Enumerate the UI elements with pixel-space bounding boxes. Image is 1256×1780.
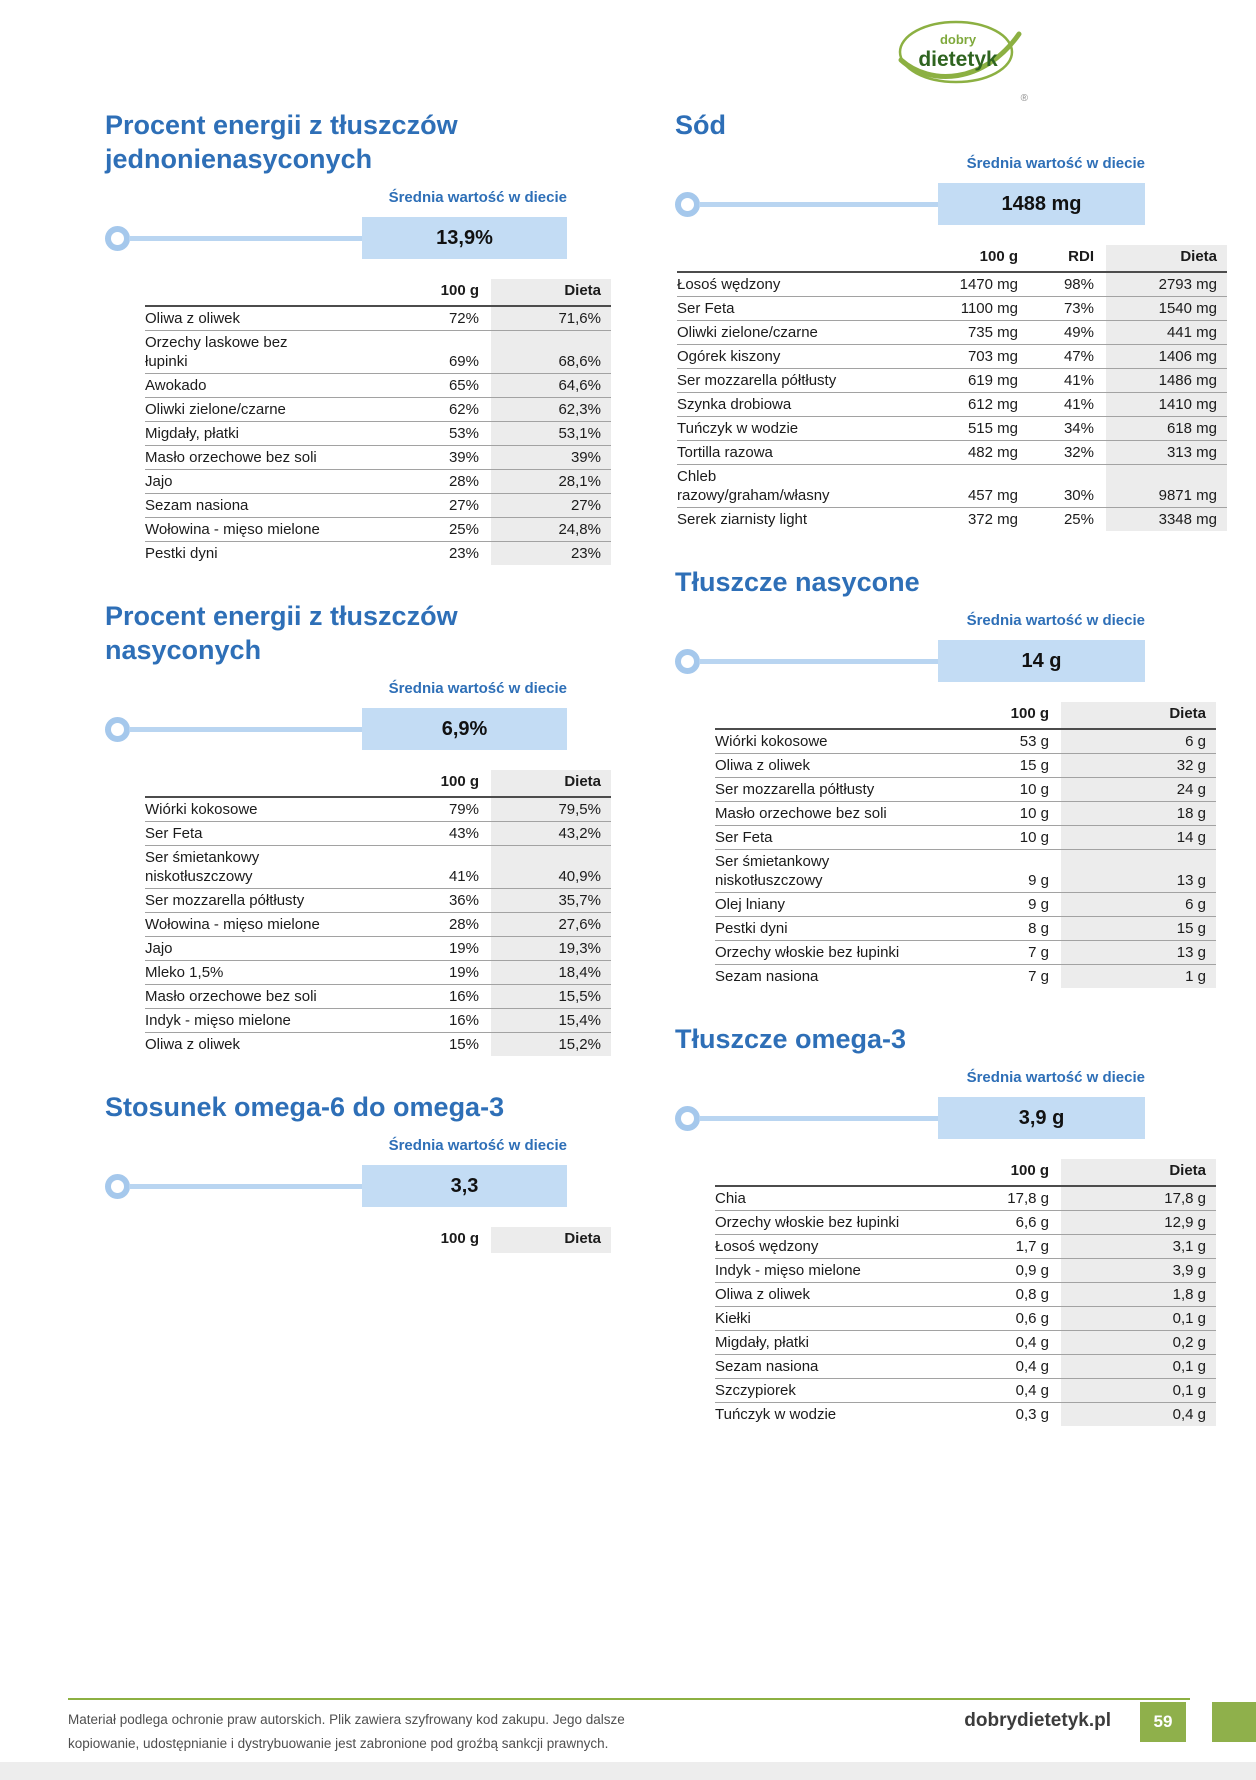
food-name: Tuńczyk w wodzie (677, 417, 863, 441)
section-sodium (675, 108, 1217, 531)
left-column (105, 108, 601, 1253)
avg-label: Średnia wartość w diecie (388, 189, 567, 206)
page-number-badge: 59 (1140, 1702, 1186, 1742)
table-row (677, 297, 1227, 321)
avg-value: 1488 mg (938, 183, 1145, 225)
table-row (677, 321, 1227, 345)
logo-text-dobry: dobry (939, 32, 977, 47)
section-mono-fat-energy (105, 108, 601, 565)
food-name: Tuńczyk w wodzie (715, 1403, 929, 1427)
table-row (145, 889, 611, 913)
food-name: Orzechy włoskie bez łupinki (715, 1211, 929, 1235)
column-header: 100 g (929, 1159, 1061, 1186)
food-name: Masło orzechowe bez soli (145, 446, 337, 470)
value-cell: 0,2 g (1061, 1331, 1216, 1355)
food-name: Serek ziarnisty light (677, 508, 863, 532)
section-title: Tłuszcze omega-3 (675, 1024, 907, 1054)
value-cell: 43,2% (491, 822, 611, 846)
food-name: Chia (715, 1190, 746, 1207)
value-cell: 1470 mg (959, 276, 1018, 293)
bottom-strip (0, 1762, 1256, 1780)
value-cell: 98% (1063, 276, 1094, 293)
value-cell: 39% (337, 446, 491, 470)
value-cell: 1100 mg (863, 297, 1030, 321)
section-title: Procent energii z tłuszczów jednonienasyconych (105, 110, 458, 174)
value-cell: 69% (337, 331, 491, 374)
food-name: Jajo (145, 470, 337, 494)
value-cell: 0,4 g (929, 1379, 1061, 1403)
value-cell: 62% (337, 398, 491, 422)
section-title: Tłuszcze nasycone (675, 567, 920, 597)
food-name: Ser mozzarella półtłusty (715, 778, 929, 802)
value-cell: 703 mg (863, 345, 1030, 369)
value-cell: 14 g (1061, 826, 1216, 850)
food-name: Indyk - mięso mielone (145, 1009, 337, 1033)
value-cell: 27% (337, 494, 491, 518)
table-row (715, 893, 1216, 917)
table-row (677, 417, 1227, 441)
table-row (715, 802, 1216, 826)
table-row (715, 754, 1216, 778)
column-header: Dieta (491, 770, 611, 797)
table-row (677, 441, 1227, 465)
value-cell: 0,8 g (929, 1283, 1061, 1307)
column-header-food (145, 770, 337, 797)
value-cell: 23% (337, 542, 491, 566)
avg-label: Średnia wartość w diecie (388, 1137, 567, 1154)
slider-knob-icon (675, 1106, 700, 1131)
value-cell: 6 g (1061, 893, 1216, 917)
food-name: Migdały, płatki (145, 422, 337, 446)
value-cell: 1540 mg (1106, 297, 1227, 321)
value-cell: 0,6 g (929, 1307, 1061, 1331)
food-name: Wołowina - mięso mielone (145, 518, 337, 542)
avg-label: Średnia wartość w diecie (966, 1069, 1145, 1086)
value-cell: 9 g (929, 850, 1061, 893)
value-cell: 15,4% (491, 1009, 611, 1033)
table-row (715, 826, 1216, 850)
section-omega6-omega3-ratio (105, 1090, 601, 1253)
value-cell: 62,3% (491, 398, 611, 422)
column-header: 100 g (337, 279, 491, 306)
food-name: Oliwa z oliwek (145, 310, 241, 327)
food-name: Wołowina - mięso mielone (145, 913, 337, 937)
food-name: Mleko 1,5% (145, 961, 337, 985)
food-name: Migdały, płatki (715, 1331, 929, 1355)
value-cell: 619 mg (863, 369, 1030, 393)
value-cell: 0,9 g (929, 1259, 1061, 1283)
column-header: Dieta (491, 1227, 611, 1253)
avg-value: 6,9% (362, 708, 567, 750)
table-row (677, 272, 1227, 297)
food-name: Łosoś wędzony (715, 1235, 929, 1259)
table-row (145, 494, 611, 518)
column-header: 100 g (337, 770, 491, 797)
value-cell: 34% (1030, 417, 1106, 441)
logo-ellipse-icon (896, 18, 1024, 96)
value-cell: 41% (337, 846, 491, 889)
food-name: Orzechy laskowe bez łupinki (145, 331, 337, 374)
food-name: Pestki dyni (715, 917, 929, 941)
table-row (677, 508, 1227, 532)
brand-logo (896, 18, 1028, 104)
table-row (145, 306, 611, 331)
food-name: Szynka drobiowa (677, 393, 863, 417)
value-cell: 24,8% (491, 518, 611, 542)
table-row (145, 937, 611, 961)
value-cell: 68,6% (491, 331, 611, 374)
avg-value: 14 g (938, 640, 1145, 682)
table-row (145, 1009, 611, 1033)
food-name: Awokado (145, 374, 337, 398)
value-cell: 19,3% (491, 937, 611, 961)
table-row (715, 1211, 1216, 1235)
food-name: Masło orzechowe bez soli (145, 985, 337, 1009)
table-row (715, 1307, 1216, 1331)
avg-slider (105, 217, 567, 259)
value-cell: 25% (337, 518, 491, 542)
column-header-food (715, 1159, 929, 1186)
table-row (715, 965, 1216, 989)
value-cell: 19% (337, 961, 491, 985)
slider-track (699, 1116, 938, 1121)
value-cell: 3,9 g (1061, 1259, 1216, 1283)
value-cell: 0,4 g (929, 1355, 1061, 1379)
table-row (145, 822, 611, 846)
value-cell: 3,1 g (1061, 1235, 1216, 1259)
value-cell: 8 g (929, 917, 1061, 941)
table-row (715, 1355, 1216, 1379)
table-row (145, 470, 611, 494)
food-name: Oliwa z oliwek (145, 1033, 337, 1057)
value-cell: 49% (1030, 321, 1106, 345)
value-cell: 32% (1030, 441, 1106, 465)
avg-slider (675, 1097, 1145, 1139)
section-saturated-fat-energy (105, 599, 601, 1056)
food-name: Sezam nasiona (715, 965, 929, 989)
food-name: Ser mozzarella półtłusty (677, 369, 863, 393)
food-name: Oliwki zielone/czarne (677, 321, 863, 345)
value-cell: 1,8 g (1061, 1283, 1216, 1307)
value-cell: 6,6 g (929, 1211, 1061, 1235)
avg-slider (105, 708, 567, 750)
right-column (675, 108, 1217, 1426)
value-cell: 10 g (929, 826, 1061, 850)
avg-slider (105, 1165, 567, 1207)
value-cell: 0,4 g (929, 1331, 1061, 1355)
table-row (715, 941, 1216, 965)
table-row (715, 1235, 1216, 1259)
avg-slider (675, 640, 1145, 682)
value-cell: 27,6% (491, 913, 611, 937)
value-cell: 9871 mg (1106, 465, 1227, 508)
avg-label: Średnia wartość w diecie (966, 155, 1145, 172)
value-cell: 53,1% (491, 422, 611, 446)
table-row (715, 1331, 1216, 1355)
value-cell: 372 mg (863, 508, 1030, 532)
value-cell: 0,1 g (1061, 1307, 1216, 1331)
value-cell: 6 g (1061, 729, 1216, 754)
slider-track (129, 1184, 362, 1189)
slider-knob-icon (105, 717, 130, 742)
value-cell: 17,8 g (1007, 1190, 1049, 1207)
slider-track (129, 727, 362, 732)
value-cell: 39% (491, 446, 611, 470)
value-cell: 9 g (929, 893, 1061, 917)
value-cell: 17,8 g (1061, 1186, 1216, 1211)
food-name: Orzechy włoskie bez łupinki (715, 941, 929, 965)
table-row (715, 1283, 1216, 1307)
food-table (145, 279, 611, 565)
column-header-food (715, 702, 929, 729)
value-cell: 23% (491, 542, 611, 566)
table-row (715, 1186, 1216, 1211)
food-name: Ser śmietankowy niskotłuszczowy (715, 850, 929, 893)
column-header: Dieta (491, 279, 611, 306)
table-row (715, 850, 1216, 893)
food-name: Oliwki zielone/czarne (145, 398, 337, 422)
value-cell: 515 mg (863, 417, 1030, 441)
table-row (715, 1259, 1216, 1283)
value-cell: 2793 mg (1106, 272, 1227, 297)
value-cell: 441 mg (1106, 321, 1227, 345)
value-cell: 72% (448, 310, 479, 327)
slider-track (129, 236, 362, 241)
value-cell: 15,2% (491, 1033, 611, 1057)
food-name: Masło orzechowe bez soli (715, 802, 929, 826)
value-cell: 0,1 g (1061, 1379, 1216, 1403)
value-cell: 28% (337, 913, 491, 937)
value-cell: 71,6% (491, 306, 611, 331)
food-table (715, 1159, 1216, 1426)
food-table (715, 702, 1216, 988)
table-row (715, 1379, 1216, 1403)
column-header: 100 g (440, 1230, 479, 1247)
value-cell: 36% (337, 889, 491, 913)
avg-value: 3,3 (362, 1165, 567, 1207)
value-cell: 64,6% (491, 374, 611, 398)
food-name: Olej lniany (715, 893, 929, 917)
food-table (145, 1227, 611, 1253)
value-cell: 32 g (1061, 754, 1216, 778)
food-table (677, 245, 1227, 531)
value-cell: 618 mg (1106, 417, 1227, 441)
value-cell: 24 g (1061, 778, 1216, 802)
column-header: Dieta (1061, 702, 1216, 729)
value-cell: 65% (337, 374, 491, 398)
food-name: Ogórek kiszony (677, 345, 863, 369)
column-header: 100 g (929, 702, 1061, 729)
value-cell: 10 g (929, 778, 1061, 802)
value-cell: 482 mg (863, 441, 1030, 465)
value-cell: 79% (448, 801, 479, 818)
food-name: Pestki dyni (145, 542, 337, 566)
value-cell: 1410 mg (1106, 393, 1227, 417)
table-row (145, 797, 611, 822)
section-saturated-fat-grams (675, 565, 1206, 988)
column-header-food (145, 1227, 337, 1253)
food-name: Łosoś wędzony (677, 276, 781, 293)
food-name: Ser Feta (715, 826, 929, 850)
value-cell: 47% (1030, 345, 1106, 369)
food-name: Tortilla razowa (677, 441, 863, 465)
table-row (145, 374, 611, 398)
value-cell: 15,5% (491, 985, 611, 1009)
table-row (145, 542, 611, 566)
table-row (677, 345, 1227, 369)
value-cell: 53 g (1019, 733, 1049, 750)
slider-knob-icon (105, 1174, 130, 1199)
value-cell: 13 g (1061, 941, 1216, 965)
value-cell: 27% (491, 494, 611, 518)
avg-slider (675, 183, 1145, 225)
avg-label: Średnia wartość w diecie (388, 680, 567, 697)
footer-divider (68, 1698, 1190, 1700)
table-row (715, 917, 1216, 941)
value-cell: 7 g (929, 941, 1061, 965)
value-cell: 0,4 g (1061, 1403, 1216, 1427)
value-cell: 735 mg (863, 321, 1030, 345)
slider-track (699, 659, 938, 664)
food-table (145, 770, 611, 1056)
value-cell: 40,9% (491, 846, 611, 889)
food-name: Ser Feta (145, 822, 337, 846)
avg-label: Średnia wartość w diecie (966, 612, 1145, 629)
value-cell: 18,4% (491, 961, 611, 985)
table-row (145, 331, 611, 374)
value-cell: 19% (337, 937, 491, 961)
table-row (145, 518, 611, 542)
logo-text-dietetyk: dietetyk (918, 48, 998, 71)
value-cell: 1486 mg (1106, 369, 1227, 393)
food-name: Wiórki kokosowe (145, 801, 258, 818)
food-name: Sezam nasiona (145, 494, 337, 518)
avg-value: 13,9% (362, 217, 567, 259)
table-row (715, 729, 1216, 754)
food-name: Kiełki (715, 1307, 929, 1331)
value-cell: 457 mg (863, 465, 1030, 508)
value-cell: 25% (1030, 508, 1106, 532)
value-cell: 43% (337, 822, 491, 846)
value-cell: 41% (1030, 369, 1106, 393)
column-header-food (145, 279, 337, 306)
value-cell: 3348 mg (1106, 508, 1227, 532)
value-cell: 1406 mg (1106, 345, 1227, 369)
table-row (145, 913, 611, 937)
section-title: Procent energii z tłuszczów nasyconych (105, 601, 458, 665)
table-row (677, 465, 1227, 508)
value-cell: 41% (1030, 393, 1106, 417)
value-cell: 53% (337, 422, 491, 446)
food-name: Ser mozzarella półtłusty (145, 889, 337, 913)
section-omega3-fats (675, 1022, 1206, 1426)
value-cell: 28,1% (491, 470, 611, 494)
slider-knob-icon (675, 649, 700, 674)
value-cell: 15 g (929, 754, 1061, 778)
food-name: Sezam nasiona (715, 1355, 929, 1379)
column-header: Dieta (1061, 1159, 1216, 1186)
value-cell: 0,1 g (1061, 1355, 1216, 1379)
avg-value: 3,9 g (938, 1097, 1145, 1139)
value-cell: 16% (337, 1009, 491, 1033)
value-cell: 1,7 g (929, 1235, 1061, 1259)
value-cell: 612 mg (863, 393, 1030, 417)
table-row (677, 393, 1227, 417)
slider-track (699, 202, 938, 207)
table-row (145, 422, 611, 446)
column-header: 100 g (863, 245, 1030, 272)
food-name: Ser Feta (677, 297, 863, 321)
decor-green-bar (1212, 1702, 1256, 1742)
food-name: Oliwa z oliwek (715, 754, 929, 778)
food-name: Wiórki kokosowe (715, 733, 828, 750)
food-name: Ser śmietankowy niskotłuszczowy (145, 846, 337, 889)
food-name: Szczypiorek (715, 1379, 929, 1403)
table-row (715, 778, 1216, 802)
value-cell: 313 mg (1106, 441, 1227, 465)
value-cell: 7 g (929, 965, 1061, 989)
value-cell: 73% (1030, 297, 1106, 321)
copyright-text: Materiał podlega ochronie praw autorskich. Plik zawiera szyfrowany kod zakupu. Jego dalsze kopiowanie, udostępnianie i dystrybuowanie jest zabronione pod groźbą sankcji prawnych. (68, 1712, 625, 1751)
slider-knob-icon (105, 226, 130, 251)
table-row (715, 1403, 1216, 1427)
section-title: Sód (675, 110, 726, 140)
table-row (145, 398, 611, 422)
value-cell: 79,5% (491, 797, 611, 822)
food-name: Indyk - mięso mielone (715, 1259, 929, 1283)
food-name: Oliwa z oliwek (715, 1283, 929, 1307)
table-row (145, 985, 611, 1009)
column-header: RDI (1030, 245, 1106, 272)
table-row (145, 1033, 611, 1057)
section-title: Stosunek omega-6 do omega-3 (105, 1092, 505, 1122)
table-row (677, 369, 1227, 393)
registered-mark: ® (1020, 93, 1028, 104)
table-row (145, 961, 611, 985)
value-cell: 1 g (1061, 965, 1216, 989)
value-cell: 16% (337, 985, 491, 1009)
site-name: dobrydietetyk.pl (964, 1710, 1111, 1731)
value-cell: 15 g (1061, 917, 1216, 941)
column-header: Dieta (1106, 245, 1227, 272)
value-cell: 0,3 g (929, 1403, 1061, 1427)
table-row (145, 446, 611, 470)
table-row (145, 846, 611, 889)
food-name: Chleb razowy/graham/własny (677, 465, 863, 508)
food-name: Jajo (145, 937, 337, 961)
value-cell: 13 g (1061, 850, 1216, 893)
value-cell: 28% (337, 470, 491, 494)
value-cell: 30% (1030, 465, 1106, 508)
value-cell: 10 g (929, 802, 1061, 826)
value-cell: 35,7% (491, 889, 611, 913)
value-cell: 18 g (1061, 802, 1216, 826)
value-cell: 15% (337, 1033, 491, 1057)
column-header-food (677, 245, 863, 272)
value-cell: 12,9 g (1061, 1211, 1216, 1235)
slider-knob-icon (675, 192, 700, 217)
